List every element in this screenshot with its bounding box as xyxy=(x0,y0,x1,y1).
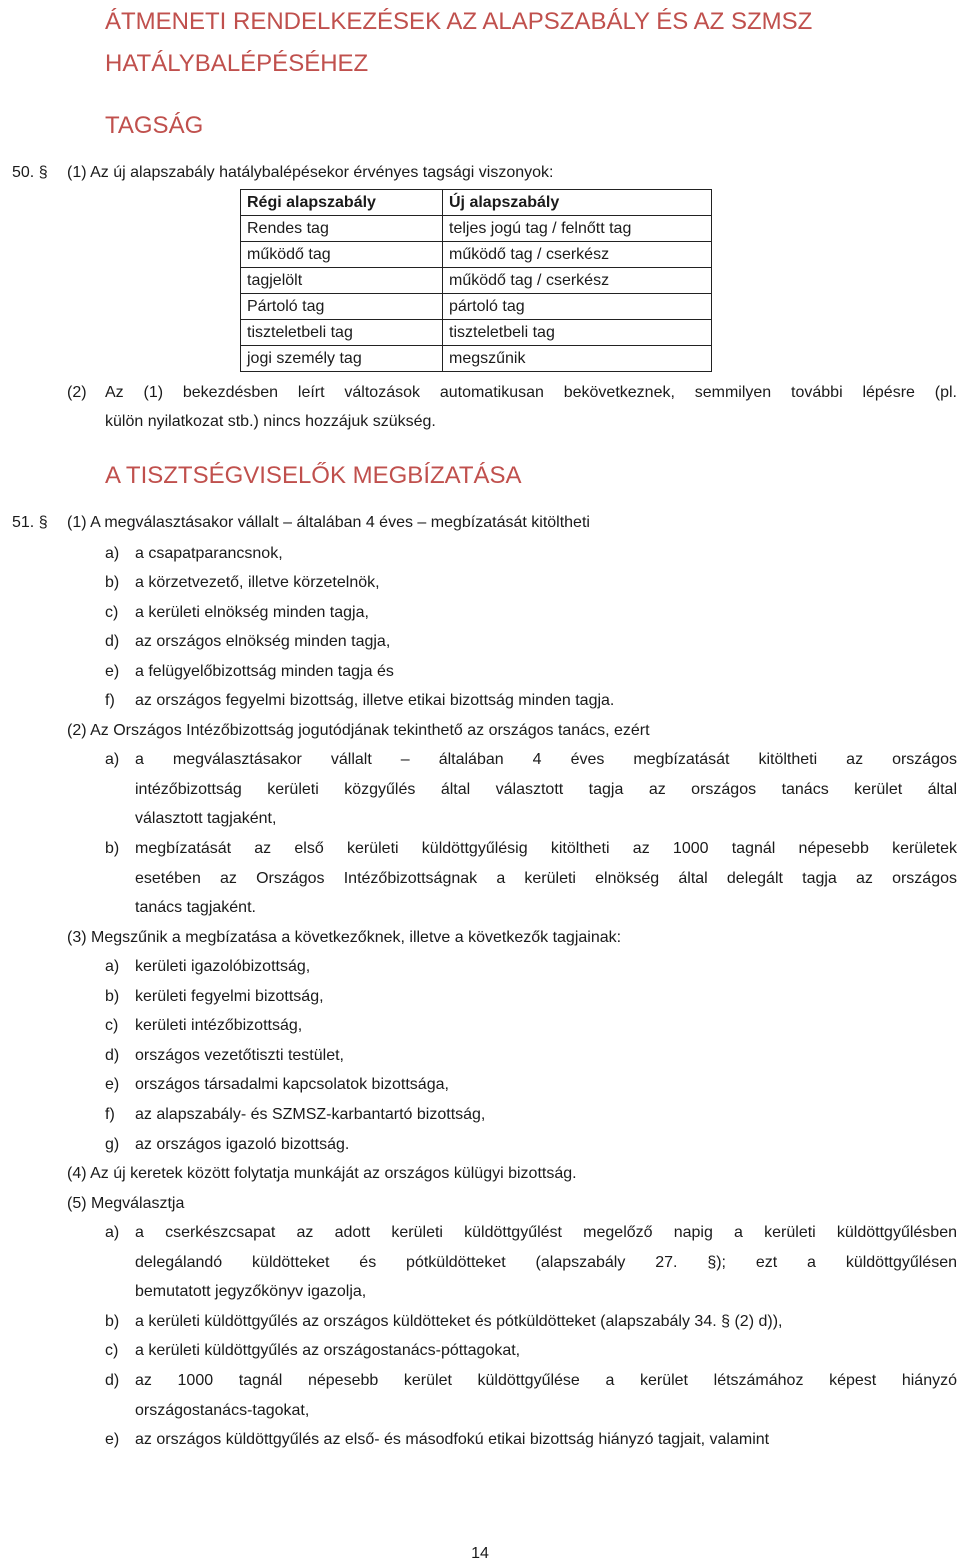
list-label: e) xyxy=(105,663,120,680)
list-text: kerületi intézőbizottság, xyxy=(135,1017,303,1034)
membership-table xyxy=(240,189,712,372)
table-row xyxy=(241,242,712,268)
paragraph-text: (2) Az Országos Intézőbizottság jogutódjának tekinthető az országos tanács, ezért xyxy=(67,722,650,739)
list-text: a kerületi elnökség minden tagja, xyxy=(135,604,369,621)
list-text: az országos igazoló bizottság. xyxy=(135,1136,350,1153)
list-text: az országos fegyelmi bizottság, illetve etikai bizottság minden tagja. xyxy=(135,692,615,709)
paragraph-text: (4) Az új keretek között folytatja munkáját az országos külügyi bizottság. xyxy=(67,1165,577,1182)
list-text: az országos küldöttgyűlés az első- és másodfokú etikai bizottság hiányzó tagjait, valamint xyxy=(135,1431,770,1448)
list-text: a csapatparancsnok, xyxy=(135,545,283,562)
table-row xyxy=(241,346,712,372)
list-text: országos vezetőtiszti testület, xyxy=(135,1047,344,1064)
list-text: a felügyelőbizottság minden tagja és xyxy=(135,663,394,680)
list-text: az 1000 tagnál népesebb kerület küldöttgyűlése a kerület létszámához képest hiányzó xyxy=(135,1372,957,1389)
table-cell: működő tag / cserkész xyxy=(443,268,712,294)
table-header-row xyxy=(241,190,712,216)
paragraph-text: (1) Az új alapszabály hatálybalépésekor érvényes tagsági viszonyok: xyxy=(67,164,554,181)
table-header-cell: Régi alapszabály xyxy=(241,190,443,216)
paragraph-text: (3) Megszűnik a megbízatása a következőknek, illetve a következők tagjainak: xyxy=(67,929,622,946)
table-cell: tiszteletbeli tag xyxy=(443,320,712,346)
paragraph-text: Az (1) bekezdésben leírt változások automatikusan bekövetkeznek, semmilyen további lépésre (pl. xyxy=(105,384,957,401)
list-label: a) xyxy=(105,958,120,975)
table-row xyxy=(241,216,712,242)
section-title-line2: HATÁLYBALÉPÉSÉHEZ xyxy=(105,50,369,77)
list-text: a kerületi küldöttgyűlés az országos küldötteket és pótküldötteket (alapszabály 34. § (2) d)), xyxy=(135,1313,783,1330)
list-label: d) xyxy=(105,1047,120,1064)
table-cell: pártoló tag xyxy=(443,294,712,320)
table-row xyxy=(241,294,712,320)
list-text: az alapszabály- és SZMSZ-karbantartó bizottság, xyxy=(135,1106,486,1123)
list-text: intézőbizottság kerületi közgyűlés által választott tagja az országos tanács kerület által xyxy=(135,781,957,798)
list-label: c) xyxy=(105,1017,119,1034)
list-text: a kerületi küldöttgyűlés az országostanács-póttagokat, xyxy=(135,1342,521,1359)
list-label: b) xyxy=(105,574,120,591)
list-text: esetében az Országos Intézőbizottságnak a kerületi elnökség által delegált tagja az országos xyxy=(135,870,957,887)
list-text: a megválasztásakor vállalt – általában 4 éves megbízatását kitöltheti az országos xyxy=(135,751,957,768)
list-text: országos társadalmi kapcsolatok bizottsága, xyxy=(135,1076,449,1093)
section-title-line1: ÁTMENETI RENDELKEZÉSEK AZ ALAPSZABÁLY ÉS AZ SZMSZ xyxy=(105,8,813,35)
table-row xyxy=(241,320,712,346)
list-label: b) xyxy=(105,840,120,857)
list-label: g) xyxy=(105,1136,120,1153)
table-cell: megszűnik xyxy=(443,346,712,372)
table-cell: Pártoló tag xyxy=(241,294,443,320)
list-text: a körzetvezető, illetve körzetelnök, xyxy=(135,574,380,591)
list-label: e) xyxy=(105,1431,120,1448)
paragraph-text: (5) Megválasztja xyxy=(67,1195,185,1212)
list-text: választott tagjaként, xyxy=(135,810,277,827)
list-label: b) xyxy=(105,988,120,1005)
table-row xyxy=(241,268,712,294)
section-number-51: 51. § xyxy=(12,514,48,531)
subsection-title-tagsag: TAGSÁG xyxy=(105,112,204,139)
list-text: kerületi igazolóbizottság, xyxy=(135,958,311,975)
paragraph-text: (1) A megválasztásakor vállalt – általában 4 éves – megbízatását kitöltheti xyxy=(67,514,590,531)
table-header-cell: Új alapszabály xyxy=(443,190,712,216)
list-label: f) xyxy=(105,692,115,709)
list-label: e) xyxy=(105,1076,120,1093)
list-label: d) xyxy=(105,1372,120,1389)
paragraph-label: (2) xyxy=(67,384,87,401)
list-label: c) xyxy=(105,1342,119,1359)
table-cell: Rendes tag xyxy=(241,216,443,242)
list-text: delegálandó küldötteket és pótküldötteket (alapszabály 27. §); ezt a küldöttgyűlésen xyxy=(135,1254,957,1271)
list-label: a) xyxy=(105,1224,120,1241)
table-cell: tiszteletbeli tag xyxy=(241,320,443,346)
list-text: kerületi fegyelmi bizottság, xyxy=(135,988,324,1005)
list-label: a) xyxy=(105,751,120,768)
list-label: c) xyxy=(105,604,119,621)
list-text: tanács tagjaként. xyxy=(135,899,256,916)
list-text: megbízatását az első kerületi küldöttgyűlésig kitöltheti az 1000 tagnál népesebb kerületek xyxy=(135,840,957,857)
table-cell: működő tag / cserkész xyxy=(443,242,712,268)
list-text: bemutatott jegyzőkönyv igazolja, xyxy=(135,1283,367,1300)
list-text: az országos elnökség minden tagja, xyxy=(135,633,391,650)
subsection-title-tisztsegviselok: A TISZTSÉGVISELŐK MEGBÍZATÁSA xyxy=(105,462,522,489)
list-label: b) xyxy=(105,1313,120,1330)
list-label: d) xyxy=(105,633,120,650)
list-label: a) xyxy=(105,545,120,562)
section-number-50: 50. § xyxy=(12,164,48,181)
list-text: a cserkészcsapat az adott kerületi küldöttgyűlést megelőző napig a kerületi küldöttgyűlésben xyxy=(135,1224,957,1241)
table-cell: teljes jogú tag / felnőtt tag xyxy=(443,216,712,242)
list-text: országostanács-tagokat, xyxy=(135,1402,310,1419)
paragraph-text: külön nyilatkozat stb.) nincs hozzájuk szükség. xyxy=(105,413,436,430)
table-cell: működő tag xyxy=(241,242,443,268)
table-cell: tagjelölt xyxy=(241,268,443,294)
table-cell: jogi személy tag xyxy=(241,346,443,372)
page-number: 14 xyxy=(471,1545,489,1562)
list-label: f) xyxy=(105,1106,115,1123)
